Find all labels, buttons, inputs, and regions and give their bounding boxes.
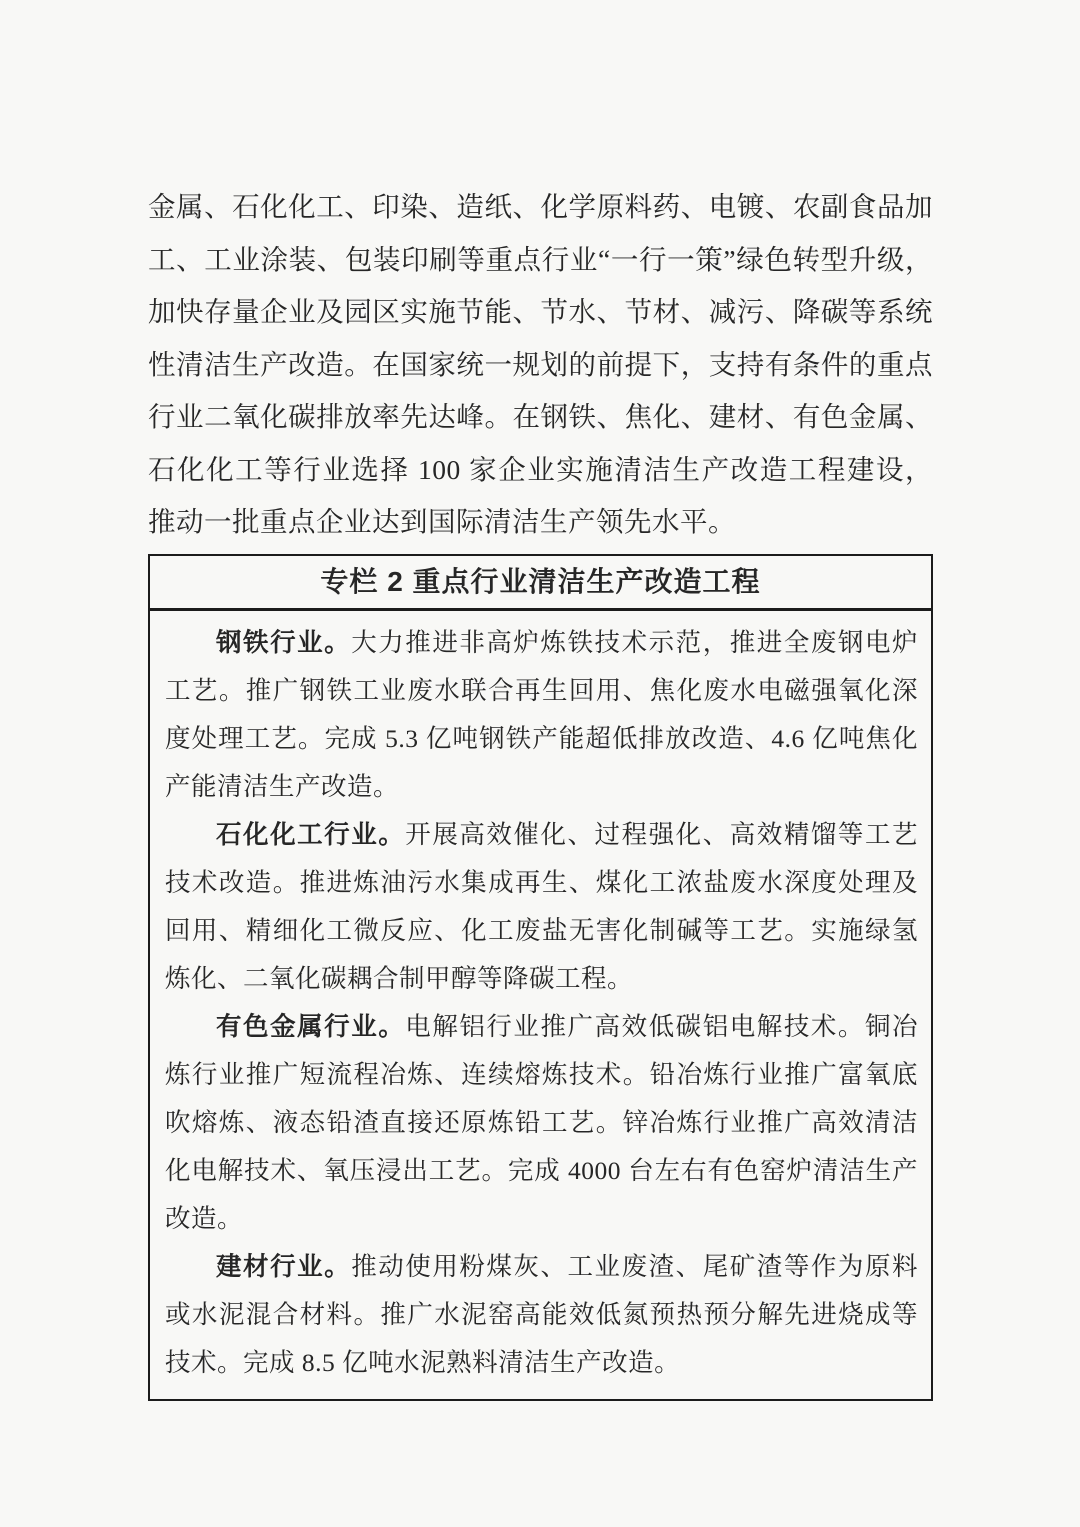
- section-text-petrochemical: 开展高效催化、过程强化、高效精馏等工艺技术改造。推进炼油污水集成再生、煤化工浓盐废水深度处理及回用、精细化工微反应、化工废盐无害化制碱等工艺。实施绿氢炼化、二氧化碳耦合制甲醇等降碳工程。: [165, 819, 918, 993]
- panel-section-building-materials: [165, 1243, 918, 1387]
- highlight-box-title: 专栏 2 重点行业清洁生产改造工程: [150, 556, 931, 611]
- section-lead-petrochemical: 石化化工行业。: [216, 819, 406, 849]
- body-paragraph: 金属、石化化工、印染、造纸、化学原料药、电镀、农副食品加工、工业涂装、包装印刷等重点行业“一行一策”绿色转型升级，加快存量企业及园区实施节能、节水、节材、减污、降碳等系统性清洁生产改造。在国家统一规划的前提下，支持有条件的重点行业二氧化碳排放率先达峰。在钢铁、焦化、建材、有色金属、石化化工等行业选择 100 家企业实施清洁生产改造工程建设，推动一批重点企业达到国际清洁生产领先水平。: [148, 191, 933, 537]
- panel-section-petrochemical: [165, 811, 918, 1003]
- section-lead-steel: 钢铁行业。: [216, 627, 352, 657]
- panel-section-nonferrous: [165, 1003, 918, 1243]
- highlight-box: [148, 554, 933, 1401]
- panel-section-steel: [165, 619, 918, 811]
- section-lead-building-materials: 建材行业。: [216, 1251, 352, 1281]
- section-lead-nonferrous: 有色金属行业。: [216, 1011, 406, 1041]
- highlight-box-body: [150, 611, 931, 1399]
- section-text-steel: 大力推进非高炉炼铁技术示范，推进全废钢电炉工艺。推广钢铁工业废水联合再生回用、焦化废水电磁强氧化深度处理工艺。完成 5.3 亿吨钢铁产能超低排放改造、4.6 亿吨焦化产能清洁生产改造。: [165, 627, 918, 801]
- section-text-building-materials: 推动使用粉煤灰、工业废渣、尾矿渣等作为原料或水泥混合材料。推广水泥窑高能效低氮预热预分解先进烧成等技术。完成 8.5 亿吨水泥熟料清洁生产改造。: [165, 1251, 918, 1377]
- section-text-nonferrous: 电解铝行业推广高效低碳铝电解技术。铜冶炼行业推广短流程冶炼、连续熔炼技术。铅冶炼行业推广富氧底吹熔炼、液态铅渣直接还原炼铅工艺。锌冶炼行业推广高效清洁化电解技术、氧压浸出工艺。完成 4000 台左右有色窑炉清洁生产改造。: [165, 1011, 918, 1233]
